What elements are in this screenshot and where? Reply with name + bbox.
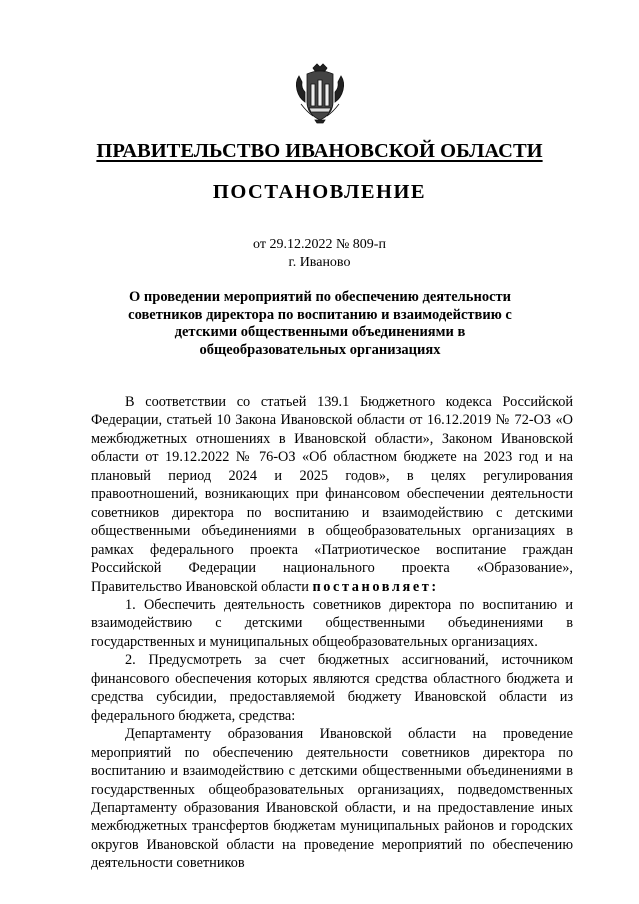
document-date-number: от 29.12.2022 № 809-п: [253, 237, 386, 252]
document-title: О проведении мероприятий по обеспечению деятельности советников директора по воспитанию и взаимодействию с детскими общественными объединениями в общеобразовательных организациях: [128, 289, 512, 358]
paragraph-preamble: [91, 393, 573, 596]
document-city: г. Иваново: [288, 255, 351, 270]
paragraph-item-2: 2. Предусмотреть за счет бюджетных ассигнований, источником финансового обеспечения которых являются средства областного бюджета и средства субсидии, предоставляемой бюджету Ивановской области из федерального бюджета, средства:: [91, 652, 573, 724]
coat-of-arms-icon: [293, 62, 347, 124]
document-date-block: [0, 236, 639, 272]
paragraph-item-1: 1. Обеспечить деятельность советников директора по воспитанию и взаимодействию с детскими общественными объединениями в государственных и муниципальных общеобразовательных организациях.: [91, 596, 573, 650]
preamble-text: В соответствии со статьей 139.1 Бюджетного кодекса Российской Федерации, статьей 10 Закона Ивановской области от 16.12.2019 № 72-ОЗ «О межбюджетных отношениях в Ивановской области», Законом Ивановской области от 19.12.2022 № 76-ОЗ «Об областном бюджете на 2023 год и на плановый период 2024 и 2025 годов», в целях регулирования правоотношений, возникающих при финансовом обеспечении деятельности советников директора по воспитанию и взаимодействию с детскими общественными объединениями в общеобразовательных организациях в рамках федерального проекта «Патриотическое воспитание граждан Российской Федерации национального проекта «Образование», Правительство Ивановской области: [91, 394, 573, 595]
organization-name: ПРАВИТЕЛЬСТВО ИВАНОВСКОЙ ОБЛАСТИ: [96, 140, 543, 162]
paragraph-item-2-detail: Департаменту образования Ивановской области на проведение мероприятий по обеспечению деятельности советников директора по воспитанию и взаимодействию с детскими общественными объединениями в государственных общеобразовательных организациях, подведомственных Департаменту образования Ивановской области, и на предоставление иных межбюджетных трансфертов бюджетам муниципальных районов и городских округов Ивановской области на проведение мероприятий по обеспечению деятельности советников: [91, 726, 573, 872]
document-type: ПОСТАНОВЛЕНИЕ: [212, 181, 427, 203]
resolution-keyword: постановляет:: [312, 578, 439, 595]
document-body: [91, 393, 573, 873]
